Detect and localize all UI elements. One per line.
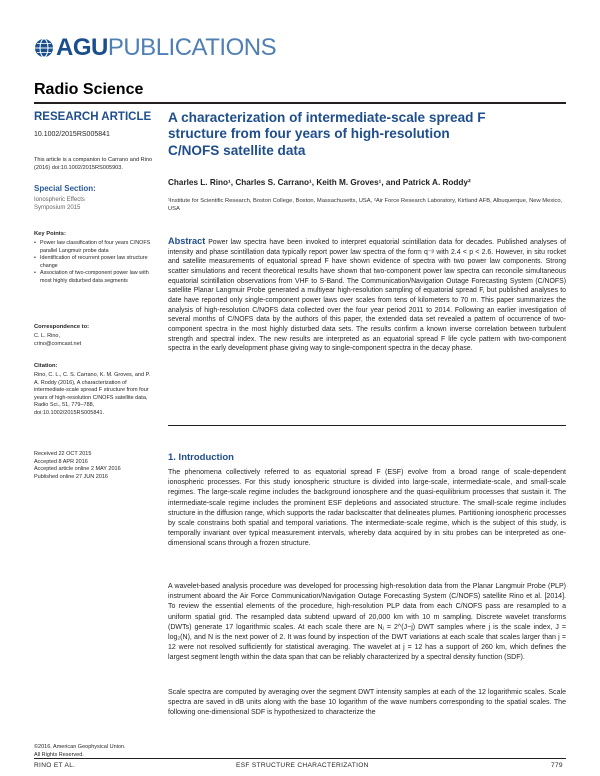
journal-title: Radio Science bbox=[34, 81, 144, 98]
key-point: • Association of two-component power law with most highly disturbed data segments bbox=[34, 270, 156, 285]
page-number: 779 bbox=[551, 762, 563, 769]
key-points-list bbox=[34, 240, 156, 286]
special-section-line: Ionospheric Effects bbox=[34, 197, 85, 203]
article-dates bbox=[34, 451, 156, 481]
special-section-heading: Special Section: bbox=[34, 184, 96, 193]
date-received: Received 22 OCT 2015 bbox=[34, 451, 92, 457]
abstract-heading: Abstract bbox=[168, 236, 206, 246]
author-affiliations: ¹Institute for Scientific Research, Boston College, Boston, Massachusetts, USA, ²Air Force Research Laboratory, Kirtland AFB, Albuquerque, New Mexico, USA bbox=[168, 198, 563, 213]
article-authors: Charles L. Rino¹, Charles S. Carrano¹, Keith M. Groves¹, and Patrick A. Roddy² bbox=[168, 178, 471, 187]
correspondence-name: C. L. Rino, bbox=[34, 333, 60, 339]
body-paragraph: Scale spectra are computed by averaging over the segment DWT intensity samples at each of the 12 logarithmic scales. Scale spectra are saved in dB units along with the base 10 logarithm of the wave numbers corresponding to the spatial scales. The following one-dimensional SDF is hypothesized to characterize the bbox=[168, 689, 566, 717]
article-title: A characterization of intermediate-scale spread F structure from four years of high-resolution C/NOFS satellite data bbox=[168, 110, 486, 158]
logo-agu-text: AGU bbox=[56, 34, 108, 61]
key-point: • Identification of recurrent power law structure change bbox=[34, 255, 156, 270]
article-type: RESEARCH ARTICLE bbox=[34, 111, 152, 123]
copyright-line: All Rights Reserved. bbox=[34, 751, 84, 758]
abstract-rule bbox=[168, 425, 566, 426]
body-paragraph: The phenomena collectively referred to as equatorial spread F (ESF) evolve from a broad range of scale-dependent ionospheric processes. For this study ionospheric structure is divided into large-scale, intermediate-scale, and small-scale regimes. The large-scale regime includes the background ionosphere and the quasi-equilibrium processes that sustain it. The intermediate-scale regime includes the prominent ESF depletions and associated structure. The small-scale regime includes structure in the diffusion range, which supports the radar backscatter that delineates plumes. Partitioning ionospheric processes by scale constrains both spatial and temporal variations. The intermediate-scale regime, which is the subject of this study, is temporally invariant over typical measurement intervals, whereby data acquired by in situ probes can be interpreted as one-dimensional scans through a frozen structure. bbox=[168, 469, 566, 548]
globe-icon bbox=[34, 38, 54, 58]
footer-running-title: ESF STRUCTURE CHARACTERIZATION bbox=[236, 762, 369, 769]
key-point: • Power law classification of four years C/NOFS parallel Langmuir probe data bbox=[34, 240, 156, 255]
header-rule bbox=[34, 102, 566, 104]
copyright-line: ©2016. American Geophysical Union. bbox=[34, 744, 126, 750]
date-accepted: Accepted 8 APR 2016 bbox=[34, 458, 88, 465]
key-points-heading: Key Points: bbox=[34, 231, 66, 237]
citation-heading: Citation: bbox=[34, 363, 58, 369]
correspondence-heading: Correspondence to: bbox=[34, 324, 90, 330]
copyright-notice bbox=[34, 744, 156, 759]
companion-note: This article is a companion to Carrano and Rino (2016) doi:10.1002/2015RS005903. bbox=[34, 157, 153, 172]
date-published: Published online 27 JUN 2016 bbox=[34, 473, 108, 480]
abstract-text: Power law spectra have been invoked to interpret equatorial scintillation data for decades. Published analyses of intensity and phase scintillation data typically report power law spectra of the form q⁻ᵖ with 2.4 < p < 2.6. However, in situ rocket and satellite measurements of equatorial spread F have shown evidence of spectra with two power law components. Strong scatter simulations and recent theoretical results have shown that two-component power law spectra can reconcile simultaneous equatorial scintillation observations from VHF to S-Band. The Communication/Navigation Outage Forecasting System (C/NOFS) satellite Planar Langmuir Probe generated a multiyear high-resolution sampling of equatorial spread F, but published analyses to date have reported only single-component power laws over scales from tens of kilometers to 70 m. This paper summarizes the analysis of high-resolution C/NOFS data collected over the four year period 2011 to 2014. Following an earlier investigation of several months of C/NOFS data by the authors of this paper, the extended data set revealed a pattern of occurrence of two-component spectra in the most highly disturbed data sets. The results confirm a known inverse correlation between turbulent strength and spectral index. The new results are interpreted as an equatorial spread F life cycle pattern with two-component spectra in the early development phase giving way to single-component spectra in the decay phase. bbox=[168, 239, 566, 353]
body-paragraph: A wavelet-based analysis procedure was developed for processing high-resolution data from the Planar Langmuir Probe (PLP) instrument aboard the Air Force Communication/Navigation Outage Forecasting System (C/NOFS) satellite Rino et al. [2014]. To review the essential elements of the procedure, high-resolution PLP data from each C/NOFS pass are resampled to a uniform spatial grid. The resampled data subtend upward of 20,000 km with 10 m sampling. Discrete wavelet transforms (DWTs) generate 17 logarithmic scales. At each scale there are Nⱼ = 2^(J−j) DWT samples where j is the scale index, J = log₂(N), and N is the next power of 2. It was found by inspection of the DWT variations at each scale that scales larger than j = 12 were not resolved sufficiently for statistical averaging. The wavelet at j = 12 has a support of 260 km, which defines the largest segment length within the data span that can be reliably characterized by a spectral density function (SDF). bbox=[168, 583, 566, 662]
special-section-line: Symposium 2015 bbox=[34, 205, 81, 211]
abstract-block bbox=[168, 237, 566, 354]
logo-publications-text: PUBLICATIONS bbox=[107, 34, 277, 61]
section-heading: 1. Introduction bbox=[168, 452, 234, 463]
date-online: Accepted article online 2 MAY 2016 bbox=[34, 466, 121, 473]
correspondence-email[interactable]: crino@comcast.net bbox=[34, 340, 82, 347]
special-section-name bbox=[34, 196, 156, 212]
correspondence-block bbox=[34, 333, 156, 348]
citation-text: Rino, C. L., C. S. Carrano, K. M. Groves, and P. A. Roddy (2016), A characterization of intermediate-scale spread F structure from four years of high-resolution C/NOFS satellite data, Radio Sci., 51, 779–788, doi:10.1002/2015RS005841. bbox=[34, 372, 151, 416]
article-doi: 10.1002/2015RS005841 bbox=[34, 131, 110, 138]
footer-author: RINO ET AL. bbox=[34, 762, 76, 769]
publisher-logo bbox=[34, 33, 276, 63]
footer-rule bbox=[34, 758, 566, 759]
